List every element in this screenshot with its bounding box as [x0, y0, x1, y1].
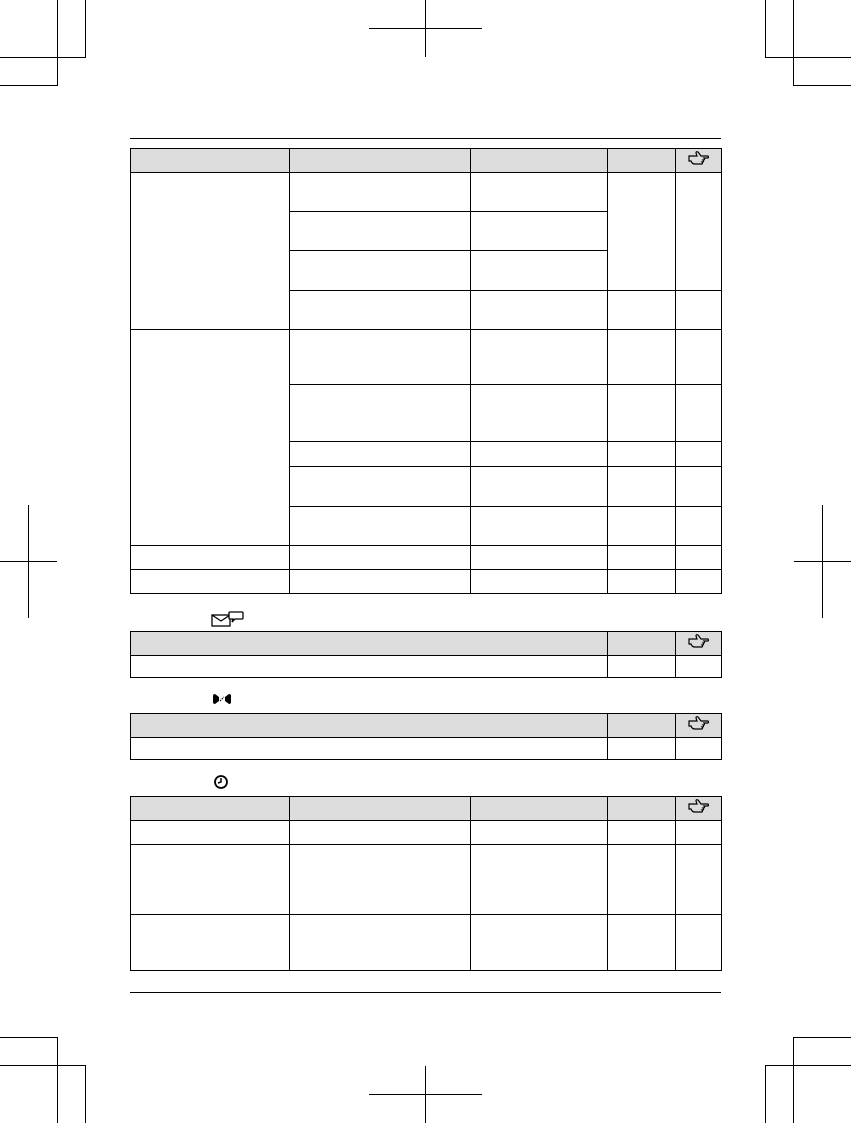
header-cell	[471, 149, 608, 173]
table-cell	[290, 385, 471, 442]
table-cell	[131, 546, 290, 570]
table-cell	[471, 845, 608, 915]
alarm-clock-icon	[213, 774, 229, 790]
crop-mark	[57, 1037, 58, 1123]
table-cell	[608, 915, 676, 971]
table-cell	[471, 546, 608, 570]
table-cell	[290, 570, 471, 594]
table-cell	[290, 546, 471, 570]
table-header-row	[131, 149, 722, 173]
table-cell	[608, 291, 676, 330]
header-cell-reference	[676, 149, 722, 173]
alarm-table	[130, 796, 722, 971]
table-cell	[676, 845, 722, 915]
table-cell	[676, 570, 722, 594]
table-cell	[608, 656, 676, 678]
header-cell	[290, 797, 471, 821]
crop-mark	[793, 1037, 851, 1038]
table-cell	[290, 507, 471, 546]
table-cell	[290, 467, 471, 507]
table-header-row	[131, 714, 722, 738]
pointer-hand-icon	[688, 633, 710, 649]
table-cell	[471, 251, 608, 291]
table-cell	[676, 915, 722, 971]
table-row	[131, 656, 722, 678]
table-cell	[608, 173, 676, 291]
header-cell	[471, 797, 608, 821]
table-cell	[471, 330, 608, 385]
table-cell	[131, 656, 608, 678]
table-cell	[676, 507, 722, 546]
table-cell	[471, 212, 608, 251]
table-cell	[131, 330, 290, 546]
table-cell	[290, 821, 471, 845]
table-cell	[471, 570, 608, 594]
table-cell	[131, 173, 290, 330]
registration-mark	[369, 28, 482, 29]
table-header-row	[131, 632, 722, 656]
table-cell	[290, 915, 471, 971]
crop-mark	[0, 1065, 86, 1066]
table-cell	[676, 291, 722, 330]
header-cell-reference	[676, 797, 722, 821]
table-cell	[290, 291, 471, 330]
header-cell-reference	[676, 632, 722, 656]
crop-mark	[57, 0, 58, 86]
header-cell	[131, 714, 608, 738]
crop-mark	[85, 1065, 86, 1123]
voicemail-table	[130, 631, 722, 678]
table-row	[131, 821, 722, 845]
header-cell	[131, 632, 608, 656]
table-cell	[608, 738, 676, 760]
table-cell	[676, 821, 722, 845]
table-cell	[608, 570, 676, 594]
crop-mark	[765, 1065, 766, 1123]
header-cell	[608, 632, 676, 656]
pointer-hand-icon	[688, 798, 710, 814]
table-cell	[676, 467, 722, 507]
table-cell	[676, 546, 722, 570]
table-cell	[471, 385, 608, 442]
table-cell	[131, 738, 608, 760]
table-cell	[676, 173, 722, 291]
table-row	[131, 570, 722, 594]
table-cell	[471, 915, 608, 971]
table-cell	[290, 212, 471, 251]
table-row	[131, 546, 722, 570]
table-cell	[676, 656, 722, 678]
crop-mark	[765, 57, 851, 58]
table-cell	[290, 251, 471, 291]
crop-mark	[0, 85, 58, 86]
table-cell	[471, 442, 608, 467]
table-cell	[131, 821, 290, 845]
header-cell	[608, 797, 676, 821]
table-cell	[608, 845, 676, 915]
header-rule	[130, 138, 721, 139]
table-cell	[608, 546, 676, 570]
table-row	[131, 915, 722, 971]
settings-table	[130, 148, 722, 594]
registration-mark	[369, 1094, 482, 1095]
table-cell	[608, 385, 676, 442]
header-cell	[131, 149, 290, 173]
table-cell	[676, 442, 722, 467]
crop-mark	[793, 0, 794, 86]
table-cell	[131, 570, 290, 594]
crop-mark	[765, 1065, 851, 1066]
table-cell	[290, 845, 471, 915]
registration-mark	[0, 561, 57, 562]
crop-mark	[0, 57, 86, 58]
table-cell	[131, 845, 290, 915]
table-row	[131, 173, 722, 212]
table-cell	[676, 385, 722, 442]
table-cell	[131, 915, 290, 971]
table-cell	[471, 821, 608, 845]
table-cell	[608, 507, 676, 546]
intercom-icon	[212, 692, 232, 706]
table-cell	[608, 330, 676, 385]
table-cell	[290, 442, 471, 467]
crop-mark	[0, 1037, 58, 1038]
header-cell	[608, 149, 676, 173]
pointer-hand-icon	[688, 715, 710, 731]
header-cell	[290, 149, 471, 173]
crop-mark	[765, 0, 766, 58]
registration-mark	[794, 561, 851, 562]
table-cell	[290, 173, 471, 212]
header-cell-reference	[676, 714, 722, 738]
table-cell	[608, 442, 676, 467]
voicemail-icon	[211, 611, 245, 627]
header-cell	[131, 797, 290, 821]
table-cell	[676, 330, 722, 385]
footer-rule	[130, 992, 721, 993]
table-row	[131, 738, 722, 760]
table-cell	[471, 173, 608, 212]
table-cell	[608, 821, 676, 845]
pointer-hand-icon	[688, 150, 710, 166]
table-row	[131, 845, 722, 915]
table-cell	[608, 467, 676, 507]
table-cell	[676, 738, 722, 760]
table-cell	[471, 507, 608, 546]
header-cell	[608, 714, 676, 738]
table-cell	[471, 467, 608, 507]
crop-mark	[793, 85, 851, 86]
crop-mark	[793, 1037, 794, 1123]
table-header-row	[131, 797, 722, 821]
table-cell	[290, 330, 471, 385]
table-row	[131, 330, 722, 385]
intercom-table	[130, 713, 722, 760]
table-cell	[471, 291, 608, 330]
crop-mark	[85, 0, 86, 58]
